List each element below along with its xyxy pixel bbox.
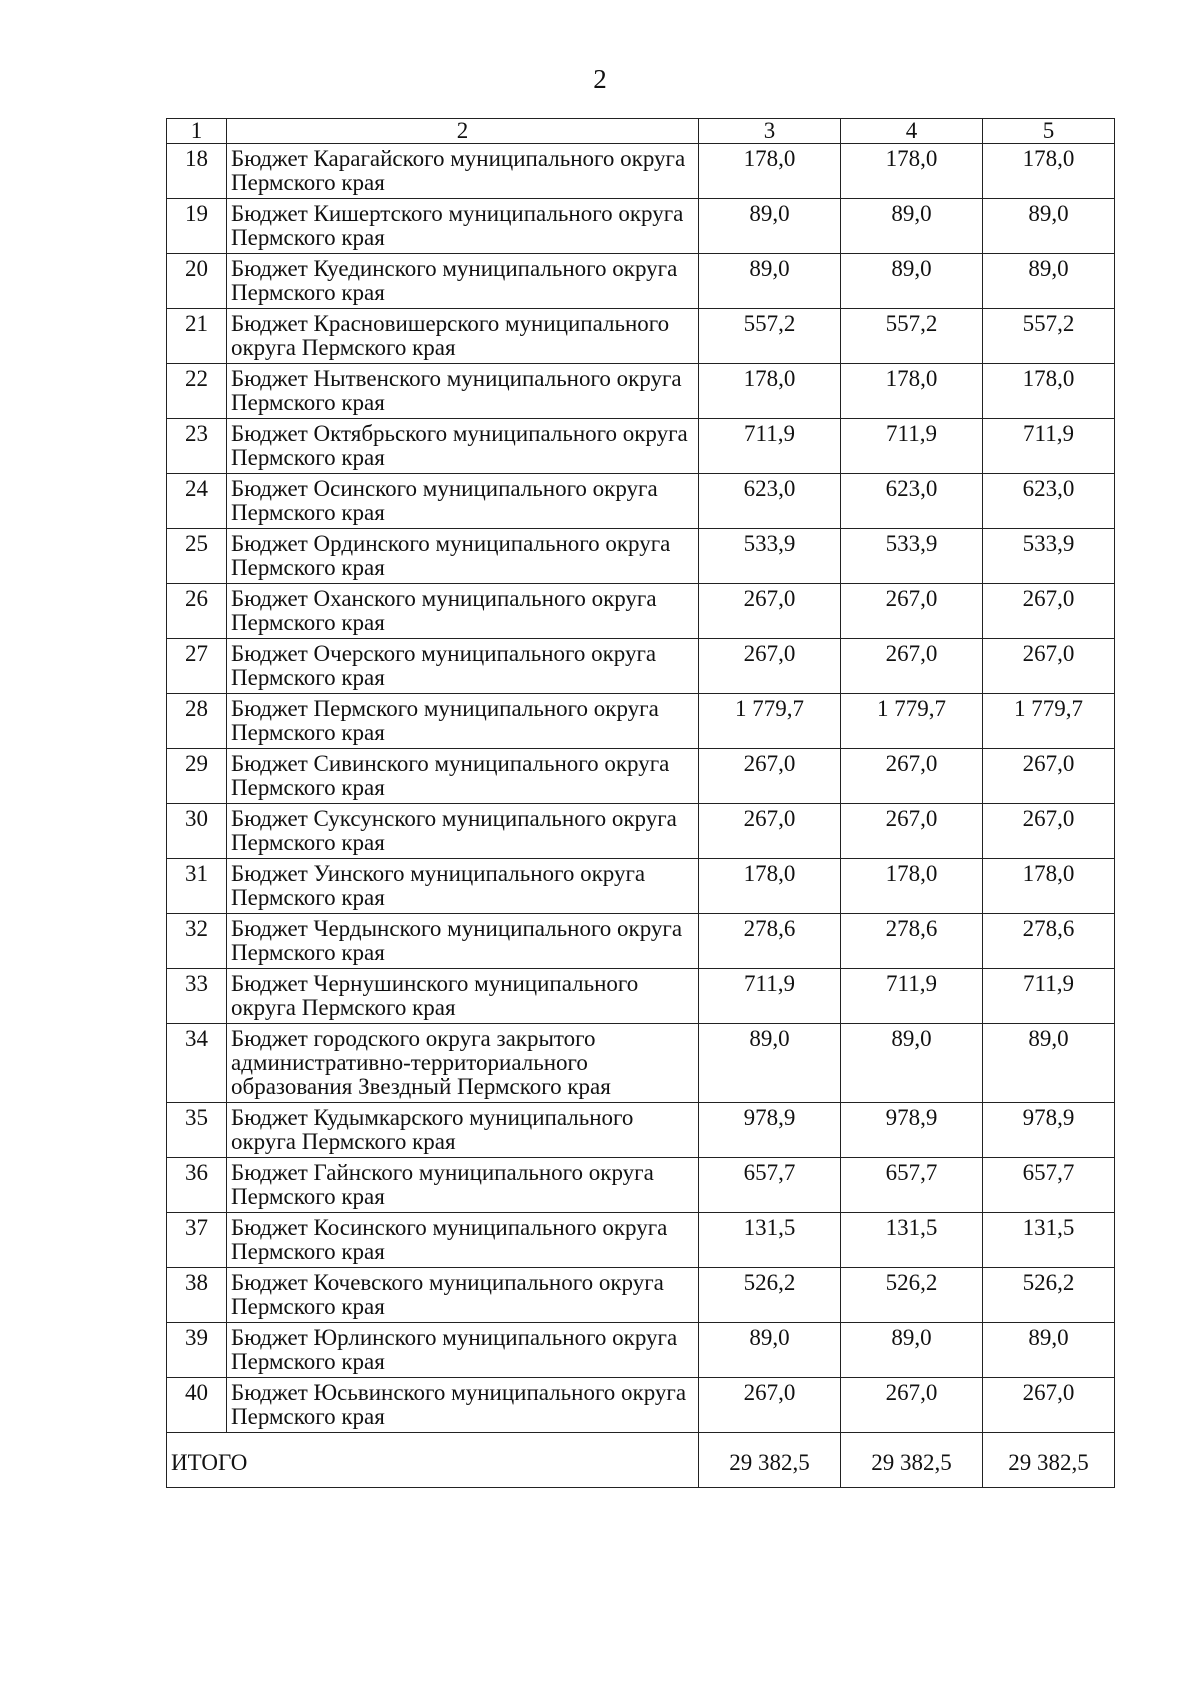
amount-col-3: 178,0 [699,364,841,419]
amount-col-4: 623,0 [841,474,983,529]
table-row [167,639,1115,694]
amount-col-3: 267,0 [699,1378,841,1433]
total-col-5: 29 382,5 [983,1433,1115,1488]
amount-col-5: 278,6 [983,914,1115,969]
amount-col-5: 657,7 [983,1158,1115,1213]
table-row [167,914,1115,969]
amount-col-5: 267,0 [983,1378,1115,1433]
amount-col-3: 267,0 [699,584,841,639]
table-row [167,529,1115,584]
table-row [167,1378,1115,1433]
row-number: 32 [167,914,227,969]
table-row [167,1268,1115,1323]
amount-col-4: 178,0 [841,364,983,419]
row-number: 20 [167,254,227,309]
budget-name: Бюджет Оханского муниципального округа Пермского края [227,584,699,639]
amount-col-5: 1 779,7 [983,694,1115,749]
budget-name: Бюджет Гайнского муниципального округа Пермского края [227,1158,699,1213]
amount-col-3: 278,6 [699,914,841,969]
amount-col-4: 278,6 [841,914,983,969]
amount-col-4: 267,0 [841,749,983,804]
budget-name: Бюджет Чердынского муниципального округа Пермского края [227,914,699,969]
amount-col-3: 89,0 [699,199,841,254]
amount-col-5: 131,5 [983,1213,1115,1268]
amount-col-5: 978,9 [983,1103,1115,1158]
amount-col-3: 623,0 [699,474,841,529]
table-row [167,1103,1115,1158]
row-number: 39 [167,1323,227,1378]
amount-col-5: 533,9 [983,529,1115,584]
amount-col-5: 89,0 [983,1024,1115,1103]
amount-col-4: 89,0 [841,254,983,309]
amount-col-3: 131,5 [699,1213,841,1268]
row-number: 40 [167,1378,227,1433]
budget-name: Бюджет Ординского муниципального округа Пермского края [227,529,699,584]
row-number: 29 [167,749,227,804]
amount-col-4: 526,2 [841,1268,983,1323]
row-number: 18 [167,144,227,199]
column-header: 2 [227,119,699,144]
budget-name: Бюджет Юсьвинского муниципального округа Пермского края [227,1378,699,1433]
amount-col-4: 89,0 [841,199,983,254]
row-number: 36 [167,1158,227,1213]
table-row [167,144,1115,199]
table-row [167,749,1115,804]
amount-col-5: 267,0 [983,804,1115,859]
total-row [167,1433,1115,1488]
row-number: 22 [167,364,227,419]
amount-col-5: 623,0 [983,474,1115,529]
table-body [167,119,1115,1488]
budget-name: Бюджет Юрлинского муниципального округа Пермского края [227,1323,699,1378]
amount-col-5: 557,2 [983,309,1115,364]
amount-col-4: 178,0 [841,859,983,914]
budget-name: Бюджет Красновишерского муниципального округа Пермского края [227,309,699,364]
amount-col-3: 178,0 [699,859,841,914]
table-row [167,309,1115,364]
amount-col-5: 178,0 [983,364,1115,419]
row-number: 31 [167,859,227,914]
budget-name: Бюджет городского округа закрытого административно-территориального образования Звездный Пермского края [227,1024,699,1103]
amount-col-5: 178,0 [983,144,1115,199]
amount-col-3: 89,0 [699,254,841,309]
total-col-4: 29 382,5 [841,1433,983,1488]
budget-name: Бюджет Кочевского муниципального округа Пермского края [227,1268,699,1323]
budget-name: Бюджет Кишертского муниципального округа Пермского края [227,199,699,254]
table-row [167,804,1115,859]
budget-table [166,118,1115,1488]
column-header: 4 [841,119,983,144]
amount-col-3: 557,2 [699,309,841,364]
table-row [167,694,1115,749]
amount-col-4: 178,0 [841,144,983,199]
row-number: 27 [167,639,227,694]
amount-col-5: 711,9 [983,969,1115,1024]
amount-col-3: 711,9 [699,969,841,1024]
amount-col-3: 267,0 [699,804,841,859]
budget-name: Бюджет Сивинского муниципального округа Пермского края [227,749,699,804]
table-row [167,969,1115,1024]
amount-col-4: 711,9 [841,969,983,1024]
table-row [167,254,1115,309]
row-number: 28 [167,694,227,749]
row-number: 19 [167,199,227,254]
budget-name: Бюджет Кудымкарского муниципального округа Пермского края [227,1103,699,1158]
amount-col-4: 89,0 [841,1323,983,1378]
row-number: 38 [167,1268,227,1323]
total-col-3: 29 382,5 [699,1433,841,1488]
amount-col-3: 178,0 [699,144,841,199]
amount-col-4: 267,0 [841,639,983,694]
budget-name: Бюджет Очерского муниципального округа Пермского края [227,639,699,694]
amount-col-4: 89,0 [841,1024,983,1103]
amount-col-5: 711,9 [983,419,1115,474]
budget-name: Бюджет Суксунского муниципального округа Пермского края [227,804,699,859]
row-number: 30 [167,804,227,859]
amount-col-3: 267,0 [699,749,841,804]
row-number: 33 [167,969,227,1024]
table-row [167,859,1115,914]
amount-col-4: 657,7 [841,1158,983,1213]
amount-col-4: 978,9 [841,1103,983,1158]
page-number: 2 [593,64,607,94]
amount-col-5: 526,2 [983,1268,1115,1323]
amount-col-5: 89,0 [983,254,1115,309]
amount-col-4: 267,0 [841,1378,983,1433]
amount-col-3: 533,9 [699,529,841,584]
amount-col-3: 657,7 [699,1158,841,1213]
budget-name: Бюджет Уинского муниципального округа Пермского края [227,859,699,914]
row-number: 21 [167,309,227,364]
amount-col-5: 178,0 [983,859,1115,914]
amount-col-5: 267,0 [983,639,1115,694]
amount-col-4: 267,0 [841,584,983,639]
column-header: 5 [983,119,1115,144]
amount-col-3: 978,9 [699,1103,841,1158]
row-number: 37 [167,1213,227,1268]
budget-name: Бюджет Косинского муниципального округа Пермского края [227,1213,699,1268]
table-row [167,1323,1115,1378]
row-number: 26 [167,584,227,639]
row-number: 24 [167,474,227,529]
budget-name: Бюджет Чернушинского муниципального округа Пермского края [227,969,699,1024]
amount-col-3: 89,0 [699,1024,841,1103]
amount-col-4: 711,9 [841,419,983,474]
table-row [167,474,1115,529]
table-row [167,1024,1115,1103]
row-number: 23 [167,419,227,474]
amount-col-5: 89,0 [983,1323,1115,1378]
table-row [167,419,1115,474]
amount-col-4: 557,2 [841,309,983,364]
table-row [167,199,1115,254]
column-header: 3 [699,119,841,144]
budget-name: Бюджет Нытвенского муниципального округа Пермского края [227,364,699,419]
amount-col-3: 89,0 [699,1323,841,1378]
amount-col-4: 267,0 [841,804,983,859]
table-row [167,584,1115,639]
column-header-row [167,119,1115,144]
amount-col-4: 533,9 [841,529,983,584]
row-number: 34 [167,1024,227,1103]
table-row [167,1158,1115,1213]
budget-name: Бюджет Октябрьского муниципального округа Пермского края [227,419,699,474]
total-label: ИТОГО [167,1433,699,1488]
budget-name: Бюджет Карагайского муниципального округа Пермского края [227,144,699,199]
amount-col-3: 711,9 [699,419,841,474]
amount-col-4: 1 779,7 [841,694,983,749]
column-header: 1 [167,119,227,144]
amount-col-3: 1 779,7 [699,694,841,749]
row-number: 25 [167,529,227,584]
table-row [167,1213,1115,1268]
amount-col-4: 131,5 [841,1213,983,1268]
amount-col-5: 267,0 [983,749,1115,804]
amount-col-3: 267,0 [699,639,841,694]
row-number: 35 [167,1103,227,1158]
budget-name: Бюджет Осинского муниципального округа Пермского края [227,474,699,529]
budget-name: Бюджет Пермского муниципального округа Пермского края [227,694,699,749]
amount-col-5: 267,0 [983,584,1115,639]
table-row [167,364,1115,419]
amount-col-3: 526,2 [699,1268,841,1323]
budget-name: Бюджет Куединского муниципального округа Пермского края [227,254,699,309]
amount-col-5: 89,0 [983,199,1115,254]
